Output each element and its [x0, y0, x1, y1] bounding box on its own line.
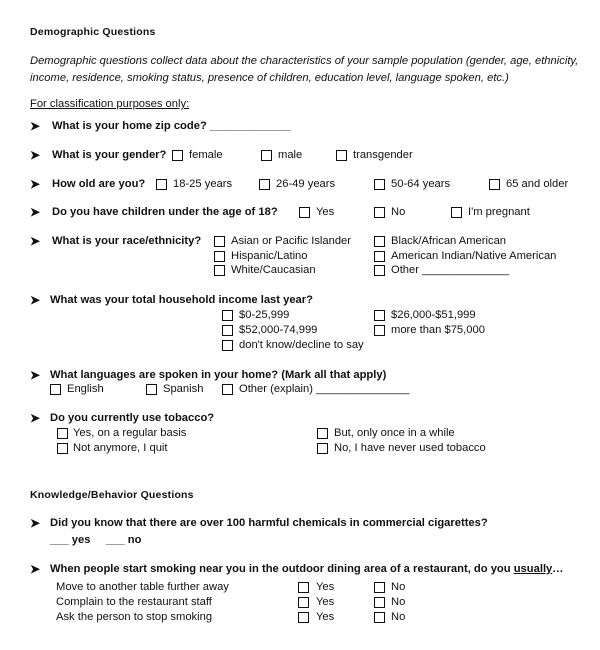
- language-spanish-checkbox[interactable]: [146, 384, 157, 395]
- gender-male-checkbox[interactable]: [261, 150, 272, 161]
- classification-label: For classification purposes only:: [30, 98, 190, 110]
- race-american-indian-checkbox[interactable]: [374, 251, 385, 262]
- children-option-label: Yes: [316, 206, 335, 218]
- income-option-label: $26,000-$51,999: [391, 309, 476, 321]
- behavior-move-yes-checkbox[interactable]: [298, 582, 309, 593]
- race-option-label: Other ______________: [391, 264, 510, 276]
- behavior-label: Complain to the restaurant staff: [56, 596, 212, 608]
- race-option-label: Asian or Pacific Islander: [231, 235, 352, 247]
- language-option-label: Spanish: [163, 383, 204, 395]
- behavior-ask-no-checkbox[interactable]: [374, 612, 385, 623]
- age-option-label: 50-64 years: [391, 178, 451, 190]
- knowledge-heading: Knowledge/Behavior Questions: [30, 489, 194, 501]
- tobacco-never-checkbox[interactable]: [317, 443, 328, 454]
- question-income: What was your total household income last year?: [50, 294, 313, 306]
- question-outdoor: [50, 563, 563, 575]
- question-tobacco: Do you currently use tobacco?: [50, 412, 215, 424]
- race-white-checkbox[interactable]: [214, 265, 225, 276]
- age-50-64-checkbox[interactable]: [374, 179, 385, 190]
- tobacco-occasional-checkbox[interactable]: [317, 428, 328, 439]
- income-26-51-checkbox[interactable]: [374, 310, 385, 321]
- behavior-ask-yes-checkbox[interactable]: [298, 612, 309, 623]
- tobacco-quit-checkbox[interactable]: [57, 443, 68, 454]
- language-option-label: Other (explain) _______________: [239, 383, 410, 395]
- income-52-74-checkbox[interactable]: [222, 325, 233, 336]
- tobacco-option-label: But, only once in a while: [334, 427, 455, 439]
- yes-label: Yes: [316, 596, 335, 608]
- language-english-checkbox[interactable]: [50, 384, 61, 395]
- gender-transgender-checkbox[interactable]: [336, 150, 347, 161]
- yes-label: Yes: [316, 581, 335, 593]
- age-option-label: 65 and older: [506, 178, 569, 190]
- language-option-label: English: [67, 383, 104, 395]
- question-language: What languages are spoken in your home? (Mark all that apply): [50, 369, 387, 381]
- behavior-label: Ask the person to stop smoking: [56, 611, 213, 623]
- race-option-label: Black/African American: [391, 235, 507, 247]
- income-option-label: don't know/decline to say: [239, 339, 364, 351]
- intro-line-1: Demographic questions collect data about the characteristics of your sample population (gender, age, ethnicity,: [30, 55, 579, 67]
- income-option-label: more than $75,000: [391, 324, 485, 336]
- children-yes-checkbox[interactable]: [299, 207, 310, 218]
- chemicals-yes-blank[interactable]: ___ yes: [50, 534, 91, 546]
- bullet-arrow-icon: ➤: [30, 293, 41, 307]
- intro-line-2: income, residence, smoking status, presence of children, education level, language spoken, etc.): [30, 72, 509, 84]
- behavior-label: Move to another table further away: [56, 581, 229, 593]
- question-zip: What is your home zip code? _____________: [52, 120, 291, 132]
- children-option-label: I'm pregnant: [468, 206, 530, 218]
- children-pregnant-checkbox[interactable]: [451, 207, 462, 218]
- no-label: No: [391, 581, 406, 593]
- income-75-plus-checkbox[interactable]: [374, 325, 385, 336]
- yes-label: Yes: [316, 611, 335, 623]
- demographic-heading: [30, 26, 156, 38]
- question-race: What is your race/ethnicity?: [52, 235, 202, 247]
- question-age: How old are you?: [52, 178, 146, 190]
- race-option-label: Hispanic/Latino: [231, 250, 308, 262]
- bullet-arrow-icon: ➤: [30, 148, 41, 162]
- race-black-checkbox[interactable]: [374, 236, 385, 247]
- tobacco-option-label: No, I have never used tobacco: [334, 442, 486, 454]
- gender-female-checkbox[interactable]: [172, 150, 183, 161]
- chemicals-no-blank[interactable]: ___ no: [106, 534, 142, 546]
- behavior-move-no-checkbox[interactable]: [374, 582, 385, 593]
- income-option-label: $52,000-74,999: [239, 324, 318, 336]
- income-0-25-checkbox[interactable]: [222, 310, 233, 321]
- question-children: Do you have children under the age of 18?: [52, 206, 278, 218]
- age-65-older-checkbox[interactable]: [489, 179, 500, 190]
- behavior-complain-yes-checkbox[interactable]: [298, 597, 309, 608]
- tobacco-regular-checkbox[interactable]: [57, 428, 68, 439]
- demographic-heading-text: Demographic Questions: [30, 26, 156, 38]
- no-label: No: [391, 596, 406, 608]
- bullet-arrow-icon: ➤: [30, 562, 41, 576]
- age-option-label: 26-49 years: [276, 178, 336, 190]
- bullet-arrow-icon: ➤: [30, 516, 41, 530]
- language-other-checkbox[interactable]: [222, 384, 233, 395]
- gender-option-label: male: [278, 149, 303, 161]
- bullet-arrow-icon: ➤: [30, 234, 41, 248]
- race-asian-checkbox[interactable]: [214, 236, 225, 247]
- bullet-arrow-icon: ➤: [30, 205, 41, 219]
- bullet-arrow-icon: ➤: [30, 177, 41, 191]
- race-option-label: American Indian/Native American: [391, 250, 557, 262]
- age-26-49-checkbox[interactable]: [259, 179, 270, 190]
- gender-option-label: transgender: [353, 149, 413, 161]
- gender-option-label: female: [189, 149, 223, 161]
- children-no-checkbox[interactable]: [374, 207, 385, 218]
- tobacco-option-label: Not anymore, I quit: [73, 442, 168, 454]
- question-gender: What is your gender?: [52, 149, 167, 161]
- race-other-checkbox[interactable]: [374, 265, 385, 276]
- bullet-arrow-icon: ➤: [30, 411, 41, 425]
- bullet-arrow-icon: ➤: [30, 119, 41, 133]
- question-chemicals: Did you know that there are over 100 harmful chemicals in commercial cigarettes?: [50, 517, 488, 529]
- race-hispanic-checkbox[interactable]: [214, 251, 225, 262]
- question-outdoor-suffix: …: [552, 563, 564, 575]
- age-18-25-checkbox[interactable]: [156, 179, 167, 190]
- age-option-label: 18-25 years: [173, 178, 233, 190]
- bullet-arrow-icon: ➤: [30, 368, 41, 382]
- children-option-label: No: [391, 206, 406, 218]
- no-label: No: [391, 611, 406, 623]
- income-decline-checkbox[interactable]: [222, 340, 233, 351]
- question-outdoor-prefix: When people start smoking near you in the outdoor dining area of a restaurant, do you: [50, 563, 514, 575]
- tobacco-option-label: Yes, on a regular basis: [73, 427, 187, 439]
- question-outdoor-emphasis: usually: [513, 563, 553, 575]
- income-option-label: $0-25,999: [239, 309, 290, 321]
- race-option-label: White/Caucasian: [231, 264, 316, 276]
- behavior-complain-no-checkbox[interactable]: [374, 597, 385, 608]
